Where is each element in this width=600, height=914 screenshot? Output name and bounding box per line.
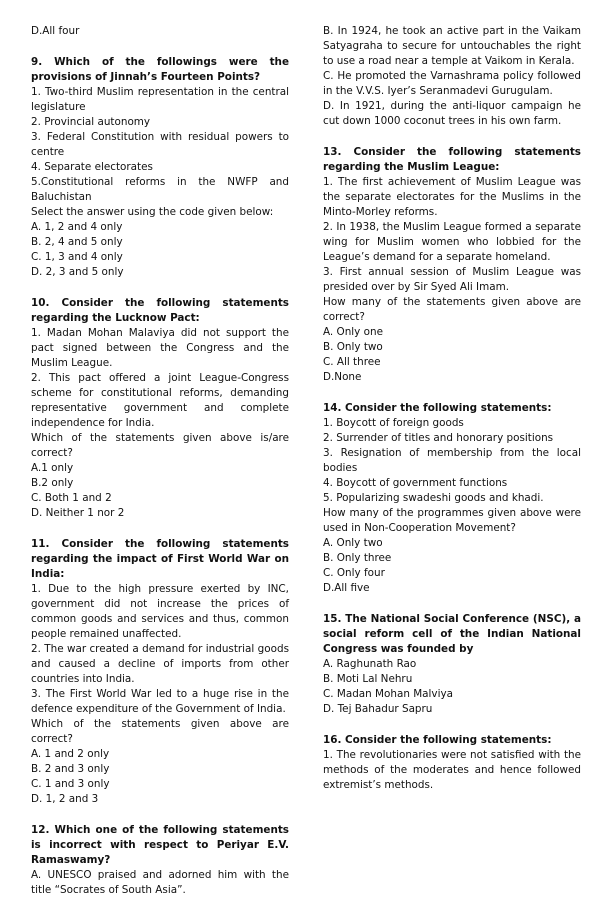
option-b: B. Only three: [323, 552, 392, 564]
option-c: C. Madan Mohan Malviya: [323, 688, 453, 700]
option-d: D. 1, 2 and 3: [31, 793, 99, 805]
question-14: [323, 401, 581, 596]
statement-line: 2. In 1938, the Muslim League formed a separate wing for Muslim women who lobbied for the League’s demand for a separate homeland.: [323, 221, 581, 263]
statement-line: 3. The First World War led to a huge rise in the defence expenditure of the Government of India.: [31, 688, 289, 715]
question-title: 10. Consider the following statements regarding the Lucknow Pact:: [31, 297, 289, 324]
option-c: C. Both 1 and 2: [31, 492, 112, 504]
option-d: D. Neither 1 nor 2: [31, 507, 125, 519]
instruction-line: Which of the statements given above is/are correct?: [31, 432, 289, 459]
option-b: B. In 1924, he took an active part in the Vaikam Satyagraha to secure for untouchables the right to use a road near a temple at Vaikom in Kerala.: [323, 25, 581, 67]
question-15: [323, 612, 581, 717]
option-a: A.1 only: [31, 462, 74, 474]
statement-line: 2. Provincial autonomy: [31, 116, 151, 128]
option-d: D.None: [323, 371, 362, 383]
option-b: B. Only two: [323, 341, 383, 353]
statement-line: 3. Resignation of membership from the local bodies: [323, 447, 581, 474]
question-title: 13. Consider the following statements regarding the Muslim League:: [323, 146, 581, 173]
question-title: 11. Consider the following statements regarding the impact of First World War on India:: [31, 538, 289, 580]
question-12-continued: [323, 24, 581, 129]
option-a: A. 1, 2 and 4 only: [31, 221, 123, 233]
previous-answer-fragment: D.All four: [31, 25, 80, 37]
option-c: C. Only four: [323, 567, 385, 579]
statement-line: 1. Boycott of foreign goods: [323, 417, 464, 429]
statement-line: 2. The war created a demand for industrial goods and caused a decline of imports from other countries into India.: [31, 643, 289, 685]
option-c: C. He promoted the Varnashrama policy followed in the V.V.S. Iyer’s Seranmadevi Gurugulam.: [323, 70, 581, 97]
statement-line: 5.Constitutional reforms in the NWFP and Baluchistan: [31, 176, 289, 203]
option-d: D.All five: [323, 582, 370, 594]
option-a: A. Raghunath Rao: [323, 658, 417, 670]
option-a: A. UNESCO praised and adorned him with the title “Socrates of South Asia”.: [31, 869, 289, 896]
question-title: 14. Consider the following statements:: [323, 402, 552, 414]
statement-line: 5. Popularizing swadeshi goods and khadi.: [323, 492, 544, 504]
option-b: B. Moti Lal Nehru: [323, 673, 413, 685]
question-13: [323, 145, 581, 385]
option-b: B.2 only: [31, 477, 74, 489]
statement-line: 1. Madan Mohan Malaviya did not support the pact signed between the Congress and the Muslim League.: [31, 327, 289, 369]
left-column: [31, 24, 289, 914]
statement-line: 1. The first achievement of Muslim League was the separate electorates for the Muslims in the Minto-Morley reforms.: [323, 176, 581, 218]
option-a: A. Only one: [323, 326, 383, 338]
instruction-line: Select the answer using the code given below:: [31, 206, 274, 218]
instruction-line: How many of the programmes given above were used in Non-Cooperation Movement?: [323, 507, 581, 534]
option-a: A. 1 and 2 only: [31, 748, 110, 760]
statement-line: 1. Due to the high pressure exerted by INC, government did not increase the prices of common goods and services and thus, common people remained unaffected.: [31, 583, 289, 640]
option-c: C. All three: [323, 356, 381, 368]
right-column: [323, 24, 581, 809]
question-title: 16. Consider the following statements:: [323, 734, 552, 746]
option-d: D. Tej Bahadur Sapru: [323, 703, 433, 715]
statement-line: 3. First annual session of Muslim League was presided over by Sir Syed Ali Imam.: [323, 266, 581, 293]
statement-line: 2. Surrender of titles and honorary positions: [323, 432, 554, 444]
instruction-line: Which of the statements given above are correct?: [31, 718, 289, 745]
option-b: B. 2, 4 and 5 only: [31, 236, 123, 248]
statement-line: 3. Federal Constitution with residual powers to centre: [31, 131, 289, 158]
option-c: C. 1 and 3 only: [31, 778, 110, 790]
option-a: A. Only two: [323, 537, 383, 549]
option-d: D. 2, 3 and 5 only: [31, 266, 124, 278]
question-9: [31, 55, 289, 280]
option-d: D. In 1921, during the anti-liquor campaign he cut down 1000 coconut trees in his own farm.: [323, 100, 581, 127]
statement-line: 4. Boycott of government functions: [323, 477, 508, 489]
option-b: B. 2 and 3 only: [31, 763, 110, 775]
statement-line: 1. The revolutionaries were not satisfied with the methods of the moderates and hence followed extremist’s methods.: [323, 749, 581, 791]
question-11: [31, 537, 289, 807]
question-10: [31, 296, 289, 521]
question-title: 12. Which one of the following statements is incorrect with respect to Periyar E.V. Ramaswamy?: [31, 824, 289, 866]
statement-line: 1. Two-third Muslim representation in the central legislature: [31, 86, 289, 113]
statement-line: 4. Separate electorates: [31, 161, 153, 173]
question-16: [323, 733, 581, 793]
question-title: 15. The National Social Conference (NSC), a social reform cell of the Indian National Congress was founded by: [323, 613, 581, 655]
statement-line: 2. This pact offered a joint League-Congress scheme for constitutional reforms, demanding representative government and complete independence for India.: [31, 372, 289, 429]
instruction-line: How many of the statements given above are correct?: [323, 296, 581, 323]
question-title: 9. Which of the followings were the provisions of Jinnah’s Fourteen Points?: [31, 56, 289, 83]
question-12: [31, 823, 289, 898]
option-c: C. 1, 3 and 4 only: [31, 251, 123, 263]
